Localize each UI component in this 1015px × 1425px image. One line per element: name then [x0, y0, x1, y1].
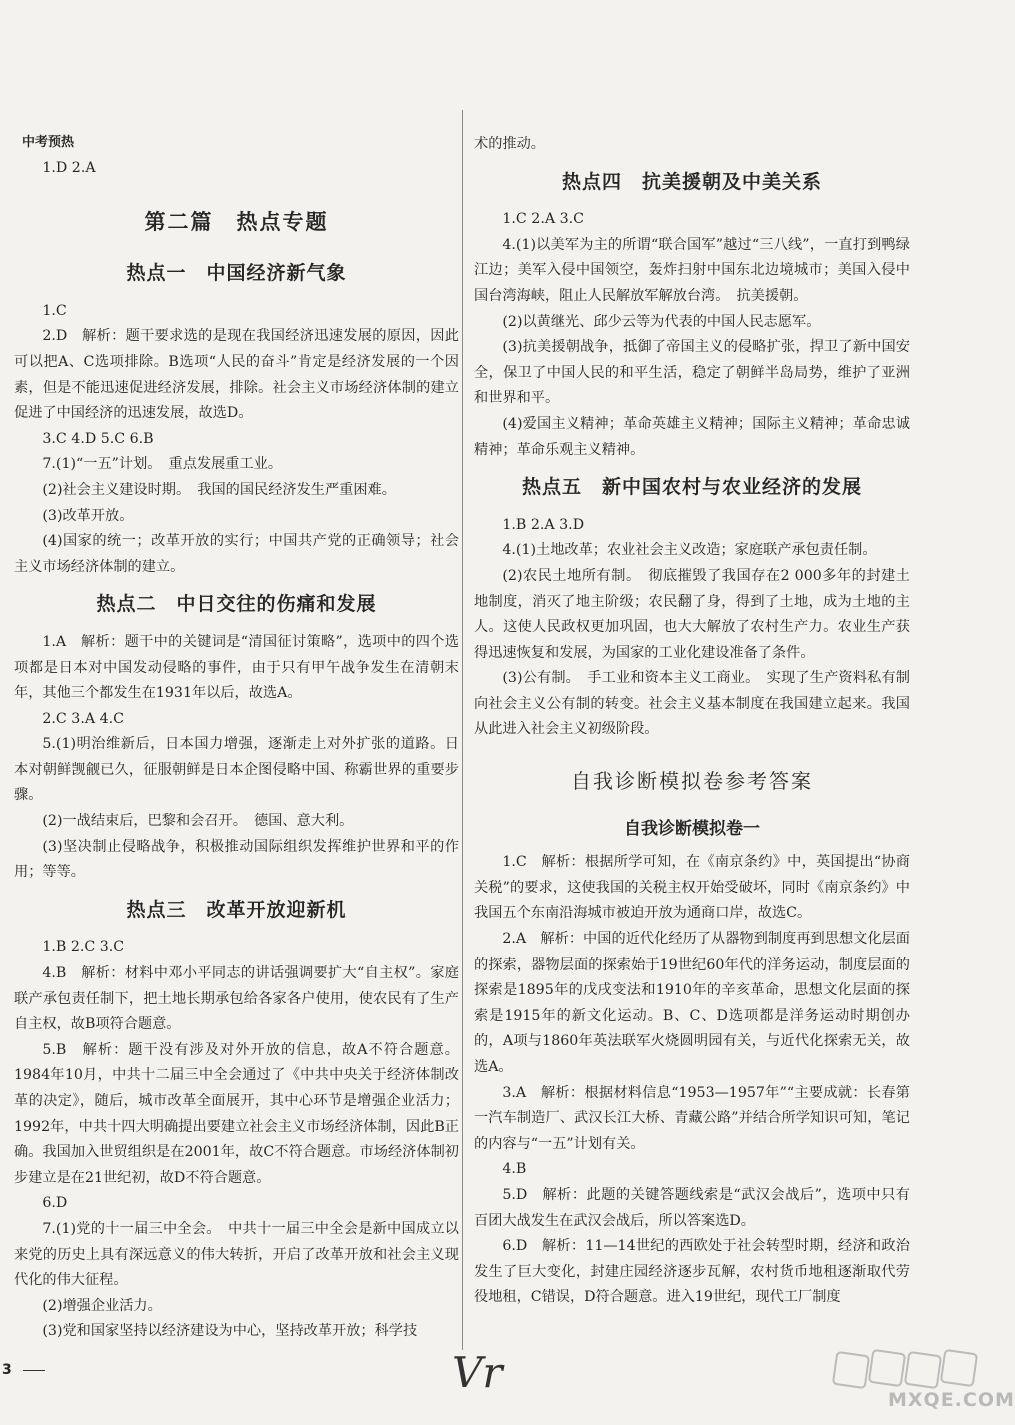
- answer-paragraph: (2)农民土地所有制。 彻底摧毁了我国存在2 000多年的封建土地制度，消灭了地主阶级；农民翻了身，得到了土地，成为土地的主人。这使人民政权更加巩固，也大大解放了农村生产力。农业生产获得迅速恢复和发展，为国家的工业化建设准备了条件。: [474, 567, 910, 661]
- answer-paragraph: 7.(1)党的十一届三中全会。 中共十一届三中全会是新中国成立以来党的历史上具有深远意义的伟大转折，开启了改革开放和社会主义现代化的伟大征程。: [14, 1220, 459, 1289]
- answer-paragraph: 5.D 解析：此题的关键答题线索是“武汉会战后”，选项中只有百团大战发生在武汉会战后，所以答案选D。: [474, 1186, 910, 1229]
- page-number-text: 3: [2, 1362, 12, 1378]
- answer-paragraph: 4.(1)土地改革；农业社会主义改造；家庭联产承包责任制。: [502, 542, 877, 559]
- hotspot-1-title: 热点一 中国经济新气象: [126, 262, 347, 285]
- answer-paragraph: (4)爱国主义精神；革命英雄主义精神；国际主义精神；革命忠诚精神；革命乐观主义精神。: [474, 415, 910, 458]
- hotspot-4-title: 热点四 抗美援朝及中美关系: [561, 170, 822, 193]
- answer-paragraph: 7.(1)“一五”计划。 重点发展重工业。: [42, 456, 283, 473]
- answer-paragraph: (2)以黄继光、邱少云等为代表的中国人民志愿军。: [502, 313, 821, 330]
- hotspot-5-title: 热点五 新中国农村与农业经济的发展: [521, 476, 862, 499]
- answer-paragraph: 1.C: [42, 302, 67, 319]
- answer-paragraph: 5.B 解析：题干没有涉及对外开放的信息，故A不符合题意。1984年10月，中共十二届三中全会通过了《中共中央关于经济体制改革的决定》，随后，城市改革全面展开，其中心环节是增强企业活力；1992年，中共十四大明确提出要建立社会主义市场经济体制，因此B正确。我国加入世贸组织是在2001年，故C不符合题意。市场经济体制初步建立是在21世纪初，故D不符合题意。: [14, 1041, 459, 1186]
- column-divider: [462, 110, 463, 1350]
- answer-paragraph: (2)一战结束后，巴黎和会召开。 德国、意大利。: [42, 813, 354, 830]
- watermark-logo-icon: [904, 1351, 942, 1389]
- answer-paragraph: 3.C 4.D 5.C 6.B: [42, 430, 154, 447]
- site-watermark: [828, 1351, 1015, 1413]
- answer-paragraph: (3)坚决制止侵略战争，积极推动国际组织发挥维护世界和平的作用；等等。: [14, 838, 459, 881]
- watermark-logo-icon: [940, 1349, 978, 1387]
- answer-paragraph: (3)党和国家坚持以经济建设为中心，坚持改革开放；科学技: [42, 1323, 418, 1340]
- answer-paragraph: (3)改革开放。: [42, 507, 134, 524]
- watermark-logo-icon: [868, 1349, 906, 1387]
- footer-dash: [23, 1370, 45, 1371]
- answer-paragraph: 4.B: [502, 1161, 527, 1178]
- hotspot-3-title: 热点三 改革开放迎新机: [126, 898, 347, 921]
- answer-paragraph: (2)社会主义建设时期。 我国的国民经济发生严重困难。: [42, 481, 396, 498]
- left-column: [14, 128, 459, 1345]
- watermark-logo-icon: [832, 1351, 870, 1389]
- answer-paragraph: (3)公有制。 手工业和资本主义工商业。 实现了生产资料私有制向社会主义公有制的转变。社会主义基本制度在我国建立起来。我国从此进入社会主义初级阶段。: [474, 670, 910, 738]
- answer-paragraph: 4.(1)以美军为主的所谓“联合国军”越过“三八线”，一直打到鸭绿江边；美军入侵中国领空，轰炸扫射中国东北边境城市；美国入侵中国台湾海峡，阻止人民解放军解放台湾。 抗美援朝。: [474, 236, 910, 304]
- answer-paragraph: (2)增强企业活力。: [42, 1297, 162, 1314]
- answers-section-title: 自我诊断模拟卷参考答案: [571, 769, 813, 794]
- answer-paragraph: 1.C 2.A 3.C: [502, 211, 584, 228]
- hotspot-2-title: 热点二 中日交往的伤痛和发展: [96, 593, 377, 616]
- answer-paragraph: 1.C 解析：根据所学可知，在《南京条约》中，英国提出“协商关税”的要求，这使我国的关税主权开始受破坏，同时《南京条约》中我国五个东南沿海城市被迫开放为通商口岸，故选C。: [474, 854, 910, 922]
- answer-paragraph: 1.B 2.A 3.D: [502, 516, 585, 533]
- mock-exam-1-title: 自我诊断模拟卷一: [624, 818, 760, 839]
- answer-paragraph: 6.D: [42, 1195, 68, 1212]
- answer-paragraph: (4)国家的统一；改革开放的实行；中国共产党的正确领导；社会主义市场经济体制的建立。: [14, 533, 459, 575]
- answer-paragraph: 5.(1)明治维新后，日本国力增强，逐渐走上对外扩张的道路。日本对朝鲜觊觎已久，征服朝鲜是日本企图侵略中国、称霸世界的重要步骤。: [14, 736, 459, 804]
- continued-text: 术的推动。: [474, 136, 545, 152]
- handwritten-mark: [452, 1348, 502, 1397]
- section-label: 中考预热: [22, 135, 75, 150]
- right-column: [474, 132, 910, 1311]
- answer-paragraph: 6.D 解析：11—14世纪的西欧处于社会转型时期，经济和政治发生了巨大变化，封建庄园经济逐步瓦解，农村货币地租逐渐取代劳役地租，C错误，D符合题意。进入19世纪，现代工厂制度: [474, 1238, 910, 1306]
- answer-paragraph: 1.A 解析：题干中的关键词是“清国征讨策略”，选项中的四个选项都是日本对中国发动侵略的事件，由于只有甲午战争发生在清朝末年，其他三个都发生在1931年以后，故选A。: [14, 633, 459, 702]
- answer-paragraph: 1.B 2.C 3.C: [42, 939, 125, 956]
- page-number: [2, 1362, 45, 1378]
- answer-paragraph: (3)抗美援朝战争，抵御了帝国主义的侵略扩张，捍卫了新中国安全，保卫了中国人民的和平生活，稳定了朝鲜半岛局势，维护了亚洲和世界和平。: [474, 339, 910, 407]
- answer-paragraph: 4.B 解析：材料中邓小平同志的讲话强调要扩大“自主权”。家庭联产承包责任制下，把土地长期承包给各家各户使用，使农民有了生产自主权，故B项符合题意。: [14, 965, 459, 1033]
- part-title: 第二篇 热点专题: [144, 209, 329, 234]
- watermark-url: MXQE.COM: [888, 1389, 1015, 1411]
- answer-paragraph: 2.C 3.A 4.C: [42, 710, 124, 727]
- answer-paragraph: 3.A 解析：根据材料信息“1953—1957年”“主要成就：长春第一汽车制造厂、武汉长江大桥、青藏公路”并结合所学知识可知，笔记的内容与“一五”计划有关。: [474, 1084, 910, 1152]
- answer-paragraph: 2.A 解析：中国的近代化经历了从器物到制度再到思想文化层面的探索，器物层面的探索始于19世纪60年代的洋务运动，制度层面的探索是1895年的戊戌变法和1910年的辛亥革命，思想文化层面的探索是1915年的新文化运动。B、C、D选项都是洋务运动时期创办的，A项与1860年英法联军火烧圆明园有关，与近代化探索无关，故选A。: [474, 931, 910, 1075]
- answer-paragraph: 2.D 解析：题干要求选的是现在我国经济迅速发展的原因，因此可以把A、C选项排除。B选项“人民的奋斗”肯定是经济发展的一个因素，但是不能迅速促进经济发展，排除。社会主义市场经济体制的建立促进了中国经济的迅速发展，故选D。: [14, 328, 459, 422]
- handwriting-text: Vr: [452, 1348, 503, 1397]
- answer-line: 1.D 2.A: [42, 160, 96, 176]
